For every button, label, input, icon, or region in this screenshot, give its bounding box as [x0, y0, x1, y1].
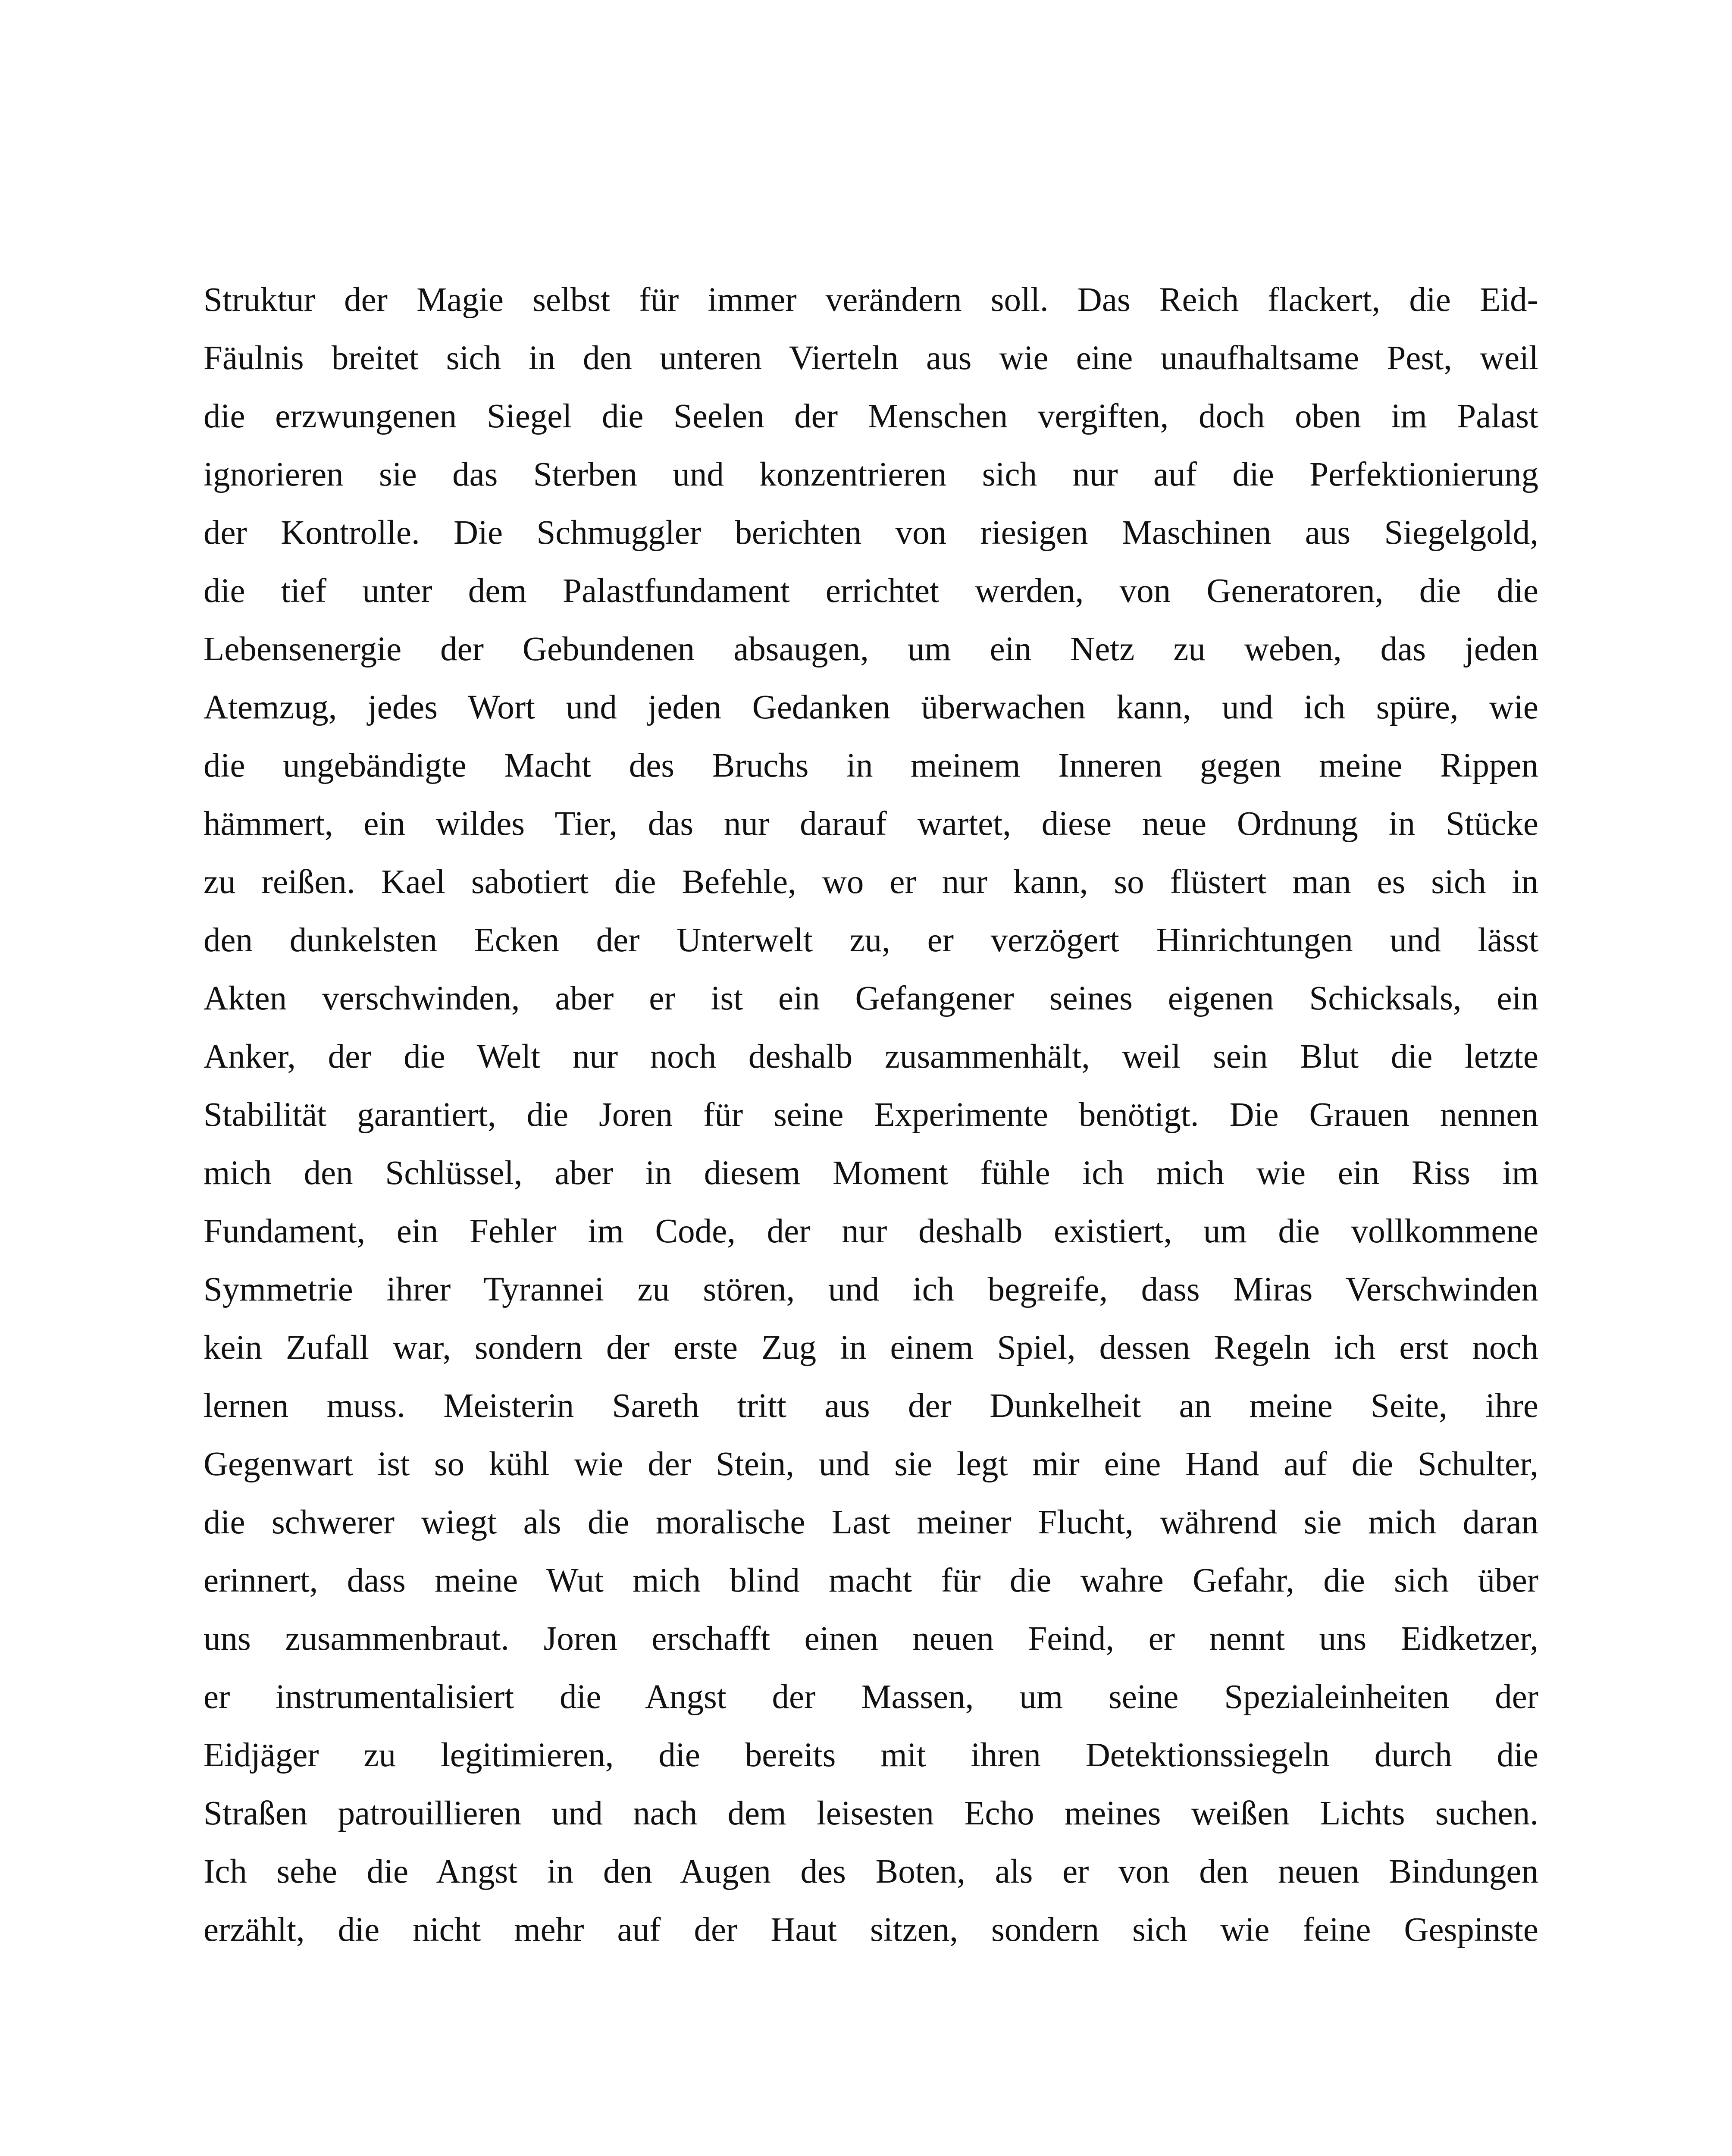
text-line: Anker, der die Welt nur noch deshalb zusammenhält, weil sein Blut die letzte — [204, 1038, 1538, 1075]
text-line: hämmert, ein wildes Tier, das nur darauf wartet, diese neue Ordnung in Stücke — [204, 805, 1538, 843]
text-line: ignorieren sie das Sterben und konzentrieren sich nur auf die Perfektionierung — [204, 456, 1538, 493]
text-line: Stabilität garantiert, die Joren für seine Experimente benötigt. Die Grauen nennen — [204, 1096, 1538, 1134]
text-line: Lebensenergie der Gebundenen absaugen, um ein Netz zu weben, das jeden — [204, 630, 1538, 668]
text-line: die tief unter dem Palastfundament errichtet werden, von Generatoren, die die — [204, 572, 1538, 610]
body-text — [204, 271, 1538, 1959]
text-line: Fundament, ein Fehler im Code, der nur deshalb existiert, um die vollkommene — [204, 1213, 1538, 1250]
text-line: Straßen patrouillieren und nach dem leisesten Echo meines weißen Lichts suchen. — [204, 1795, 1538, 1832]
text-line: Akten verschwinden, aber er ist ein Gefangener seines eigenen Schicksals, ein — [204, 980, 1538, 1017]
text-line: er instrumentalisiert die Angst der Massen, um seine Spezialeinheiten der — [204, 1678, 1538, 1716]
text-line: erzählt, die nicht mehr auf der Haut sitzen, sondern sich wie feine Gespinste — [204, 1911, 1538, 1949]
text-line: erinnert, dass meine Wut mich blind macht für die wahre Gefahr, die sich über — [204, 1562, 1538, 1599]
text-line: der Kontrolle. Die Schmuggler berichten von riesigen Maschinen aus Siegelgold, — [204, 514, 1538, 552]
text-line: kein Zufall war, sondern der erste Zug in einem Spiel, dessen Regeln ich erst noch — [204, 1329, 1538, 1366]
text-line: Symmetrie ihrer Tyrannei zu stören, und ich begreife, dass Miras Verschwinden — [204, 1271, 1538, 1308]
text-line: uns zusammenbraut. Joren erschafft einen neuen Feind, er nennt uns Eidketzer, — [204, 1620, 1538, 1658]
text-line: Struktur der Magie selbst für immer verändern soll. Das Reich flackert, die Eid- — [204, 281, 1538, 319]
text-line: die erzwungenen Siegel die Seelen der Menschen vergiften, doch oben im Palast — [204, 398, 1538, 435]
text-line: Fäulnis breitet sich in den unteren Vierteln aus wie eine unaufhaltsame Pest, weil — [204, 339, 1538, 377]
text-line: Eidjäger zu legitimieren, die bereits mit ihren Detektionssiegeln durch die — [204, 1736, 1538, 1774]
text-line: die schwerer wiegt als die moralische Last meiner Flucht, während sie mich daran — [204, 1504, 1538, 1541]
text-line: Atemzug, jedes Wort und jeden Gedanken überwachen kann, und ich spüre, wie — [204, 689, 1538, 726]
text-line: zu reißen. Kael sabotiert die Befehle, wo er nur kann, so flüstert man es sich in — [204, 863, 1538, 901]
text-line: Ich sehe die Angst in den Augen des Boten, als er von den neuen Bindungen — [204, 1853, 1538, 1890]
text-line: lernen muss. Meisterin Sareth tritt aus der Dunkelheit an meine Seite, ihre — [204, 1387, 1538, 1425]
text-line: mich den Schlüssel, aber in diesem Moment fühle ich mich wie ein Riss im — [204, 1154, 1538, 1192]
text-line: Gegenwart ist so kühl wie der Stein, und sie legt mir eine Hand auf die Schulter, — [204, 1445, 1538, 1483]
text-line: die ungebändigte Macht des Bruchs in meinem Inneren gegen meine Rippen — [204, 747, 1538, 784]
text-line: den dunkelsten Ecken der Unterwelt zu, er verzögert Hinrichtungen und lässt — [204, 921, 1538, 959]
